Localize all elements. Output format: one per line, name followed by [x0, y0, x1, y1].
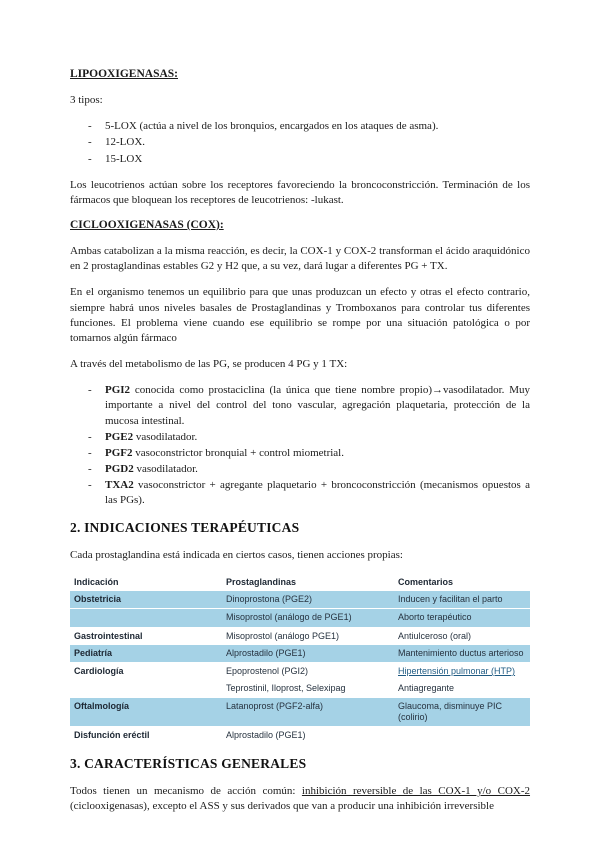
pg-description: vasoconstrictor bronquial + control miometrial.: [132, 446, 344, 459]
underlined-phrase: inhibición reversible de las COX-1 y/o COX-2: [301, 785, 531, 798]
cell-drug: Dinoprostona (PGE2): [222, 591, 394, 609]
table-row: [70, 698, 530, 727]
pg-description: vasoconstrictor + agregante plaquetario + broncoconstricción (mecanismos opuestos a las PGs).: [105, 479, 530, 507]
list-item: [88, 478, 530, 508]
column-header-comentarios: Comentarios: [394, 574, 530, 591]
table-row: [70, 727, 530, 745]
prostaglandin-indications-table: [70, 574, 530, 745]
cell-comment: Antiagregante: [398, 683, 455, 694]
cell-indication: Cardiología: [74, 666, 124, 677]
list-item: - 12-LOX.: [88, 135, 530, 150]
cell-drug: Alprostadilo (PGE1): [226, 730, 306, 741]
cell-drug: Misoprostol (análogo PGE1): [226, 630, 340, 641]
cell-indication: [70, 680, 222, 697]
cell-comment: Aborto terapéutico: [394, 609, 530, 627]
section-title-ciclooxigenasas: CICLOOXIGENASAS (COX):: [70, 219, 224, 232]
cell-indication: Disfunción eréctil: [74, 730, 150, 741]
cell-indication: Oftalmología: [70, 698, 222, 727]
cox-paragraph-1: Ambas catabolizan a la misma reacción, es decir, la COX-1 y COX-2 transforman el ácido araquidónico en 2 prostaglandinas estables G2 y H2 que, a su vez, dará lugar a diferentes PG + TX.: [70, 245, 530, 273]
section-title-lipooxigenasas: LIPOOXIGENASAS:: [70, 68, 178, 80]
caracteristicas-paragraph: [70, 784, 530, 814]
cox-paragraph-3: A través del metabolismo de las PG, se producen 4 PG y 1 TX:: [70, 358, 348, 371]
list-item: - 5-LOX (actúa a nivel de los bronquios, encargados en los ataques de asma).: [88, 119, 530, 134]
pg-description: vasodilatador.: [133, 463, 198, 476]
cell-indication: Pediatría: [70, 645, 222, 663]
heading-indicaciones-terapeuticas: 2. INDICACIONES TERAPÉUTICAS: [70, 519, 300, 535]
table-row: [70, 645, 530, 663]
lipo-tipos-label: 3 tipos:: [70, 94, 103, 106]
table-row: [70, 627, 530, 645]
list-item: [88, 430, 530, 445]
list-item: [88, 462, 530, 477]
cell-comment: Mantenimiento ductus arterioso: [394, 645, 530, 663]
cell-drug: Teprostinil, Iloprost, Selexipag: [226, 683, 346, 694]
paragraph-text: Todos tienen un mecanismo de acción común:: [70, 785, 302, 798]
cell-comment: Glaucoma, disminuye PIC (colirio): [394, 698, 530, 727]
paragraph-text: (ciclooxigenasas), excepto el ASS y sus derivados que van a producir una inhibición irreversible: [70, 800, 494, 813]
pg-name: PGF2: [105, 446, 133, 459]
list-item: [88, 446, 530, 461]
list-item: [88, 383, 530, 429]
table-row: [70, 609, 530, 627]
cell-drug: Epoprostenol (PGI2): [226, 666, 309, 677]
cell-indication: Gastrointestinal: [74, 630, 143, 641]
table-row: [70, 591, 530, 609]
cell-comment: [394, 727, 530, 745]
pg-description: vasodilatador.: [133, 430, 198, 443]
pg-name: TXA2: [105, 479, 134, 492]
pg-name: PGD2: [105, 463, 134, 476]
cell-comment-underlined: Hipertensión pulmonar (HTP): [398, 666, 516, 677]
cell-comment: Inducen y facilitan el parto: [394, 591, 530, 609]
heading-caracteristicas-generales: 3. CARACTERÍSTICAS GENERALES: [70, 756, 307, 772]
table-header-row: [70, 574, 530, 591]
cell-comment: Antiulceroso (oral): [398, 630, 472, 641]
column-header-indicacion: Indicación: [70, 574, 222, 591]
list-item: - 15-LOX: [88, 152, 530, 167]
cell-drug: Misoprostol (análogo de PGE1): [222, 609, 394, 627]
pg-name: PGE2: [105, 430, 134, 443]
cell-drug: Alprostadilo (PGE1): [222, 645, 394, 663]
pg-list: [70, 383, 530, 508]
lipo-tipos-list: [70, 119, 530, 167]
cell-indication: [70, 609, 222, 627]
pg-description: conocida como prostaciclina (la única que tiene nombre propio)→vasodilatador. Muy importante a nivel del control del tono vascular, agregación plaquetaria, protección de la mucosa intestinal.: [105, 384, 530, 427]
cox-paragraph-2: En el organismo tenemos un equilibrio para que unas produzcan un efecto y otras el efecto contrario, siempre habrá unos niveles basales de Prostaglandinas y Tromboxanos para controlar tus diferentes funciones. El problema viene cuando ese equilibrio se rompe por una situación patológica o por tomarnos algún fármaco: [70, 286, 530, 344]
column-header-prostaglandinas: Prostaglandinas: [222, 574, 394, 591]
table-row: [70, 663, 530, 681]
lipo-leucotrienos-paragraph: Los leucotrienos actúan sobre los receptores favoreciendo la broncoconstricción. Terminación de los fármacos que bloquean los receptores de leucotrienos: -lukast.: [70, 178, 530, 206]
table-row: [70, 680, 530, 697]
cell-indication: Obstetricia: [70, 591, 222, 609]
pg-name: PGI2: [105, 384, 131, 397]
cell-drug: Latanoprost (PGF2-alfa): [222, 698, 394, 727]
indicaciones-intro: Cada prostaglandina está indicada en ciertos casos, tienen acciones propias:: [70, 548, 403, 561]
